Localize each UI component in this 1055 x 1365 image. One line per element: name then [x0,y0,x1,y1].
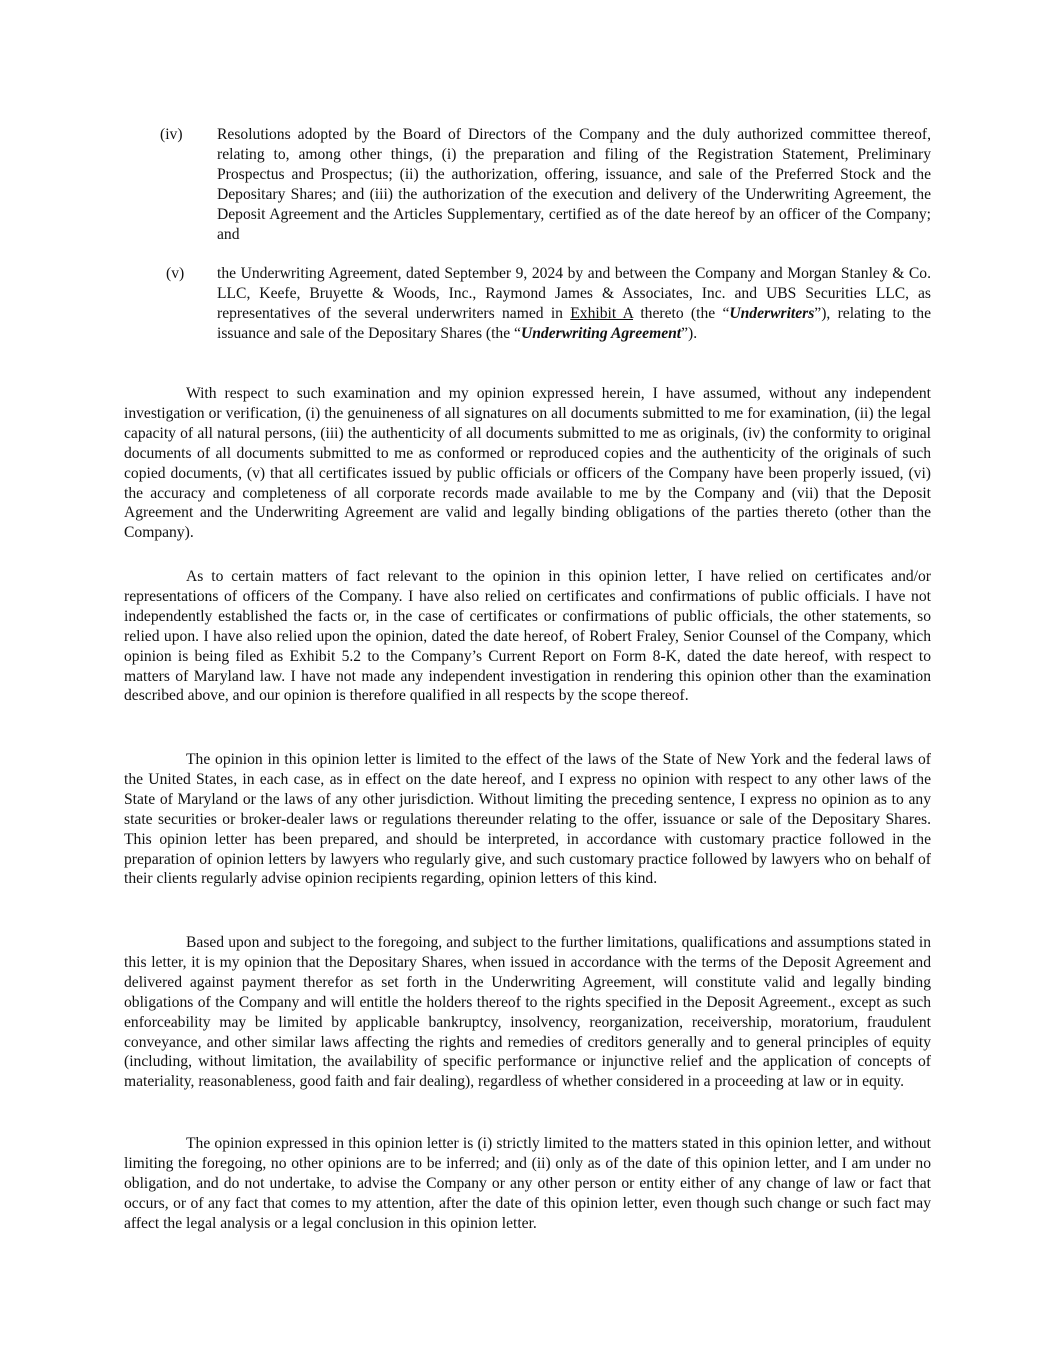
paragraph-assumptions: With respect to such examination and my opinion expressed herein, I have assumed, without any independent investigation or verification, (i) the genuineness of all signatures on all documents submitted to me for examination, (ii) the legal capacity of all natural persons, (iii) the authenticity of all documents submitted to me as originals, (iv) the conformity to original documents of all documents submitted to me as conformed or reproduced copies and the authenticity of the originals of such copied documents, (v) that all certificates issued by public officials or officers of the Company have been properly issued, (vi) the accuracy and completeness of all corporate records made available to me by the Company and (vii) that the Deposit Agreement and the Underwriting Agreement are valid and legally binding obligations of the parties thereto (other than the Company). [124,385,931,542]
defined-term-underwriting-agreement: Underwriting Agreement [520,324,682,342]
list-item-number: (iv) [160,126,183,143]
list-item-text: Resolutions adopted by the Board of Directors of the Company and the duly authorized committee thereof, relating to, among other things, (i) the preparation and filing of the Registration Statement, Preliminary Prospectus and Prospectus; (ii) the authorization, offering, issuance, and sale of the Preferred Stock and the Depositary Shares; and (iii) the authorization of the execution and delivery of the Underwriting Agreement, the Deposit Agreement and the Articles Supplementary, certified as of the date hereof by an officer of the Company; and [217,126,931,243]
text-segment: ”), relating to the issuance and sale of the Depositary Shares (the “ [217,304,931,342]
defined-term-underwriters: Underwriters [729,304,815,322]
paragraph-limitations: The opinion expressed in this opinion letter is (i) strictly limited to the matters stated in this opinion letter, and without limiting the foregoing, no other opinions are to be inferred; and (ii) only as of the date of this opinion letter, and I am under no obligation, and do not undertake, to advise the Company or any other person or entity either of any change of law or fact that occurs, or of any fact that comes to my attention, after the date of this opinion letter, even though such change or such fact may affect the legal analysis or a legal conclusion in this opinion letter. [124,1135,931,1232]
list-item-text [217,264,931,344]
text-segment: thereto (the “ [633,304,730,322]
list-item-v [160,264,931,344]
paragraph-reliance: As to certain matters of fact relevant to the opinion in this opinion letter, I have relied on certificates and/or representations of officers of the Company. I have also relied on certificates and confirmations of public officials. I have not independently established the facts or, in the case of certificates or confirmations of public officials, the other statements, so relied upon. I have also relied upon the opinion, dated the date hereof, of Robert Fraley, Senior Counsel of the Company, which opinion is being filed as Exhibit 5.2 to the Company’s Current Report on Form 8-K, dated the date hereof, with respect to matters of Maryland law. I have not made any independent investigation in rendering this opinion other than the examination described above, and our opinion is therefore qualified in all respects by the scope thereof. [124,568,931,705]
text-segment: the Underwriting Agreement, dated September 9, 2024 by and between the Company and Morgan Stanley & Co. LLC, Keefe, Bruyette & Woods, Inc., Raymond James & Associates, Inc. and UBS Securities LLC, as representatives of the several underwriters named in [217,265,931,322]
list-item-number: (v) [166,265,185,282]
paragraph-scope-of-law: The opinion in this opinion letter is limited to the effect of the laws of the State of New York and the federal laws of the United States, in each case, as in effect on the date hereof, and I express no opinion with respect to any other laws of the State of Maryland or the laws of any other jurisdiction. Without limiting the preceding sentence, I express no opinion as to any state securities or broker-dealer laws or regulations thereunder relating to the offer, issuance or sale of the Depositary Shares. This opinion letter has been prepared, and should be interpreted, in accordance with customary practice followed in the preparation of opinion letters by lawyers who regularly give, and such customary practice followed by lawyers who on behalf of their clients regularly advise opinion recipients regarding, opinion letters of this kind. [124,751,931,888]
exhibit-a-reference: Exhibit A [570,304,634,322]
text-segment: ”). [681,324,698,342]
list-item-iv [160,125,931,244]
paragraph-opinion: Based upon and subject to the foregoing, and subject to the further limitations, qualifications and assumptions stated in this letter, it is my opinion that the Depositary Shares, when issued in accordance with the terms of the Deposit Agreement and delivered against payment therefor as set forth in the Underwriting Agreement, will constitute valid and legally binding obligations of the Company and will entitle the holders thereof to the rights specified in the Deposit Agreement., except as such enforceability may be limited by applicable bankruptcy, insolvency, reorganization, receivership, moratorium, fraudulent conveyance, and other similar laws affecting the rights and remedies of creditors generally and to general principles of equity (including, without limitation, the availability of specific performance or injunctive relief and the application of concepts of materiality, reasonableness, good faith and fair dealing), regardless of whether considered in a proceeding at law or in equity. [124,934,931,1091]
